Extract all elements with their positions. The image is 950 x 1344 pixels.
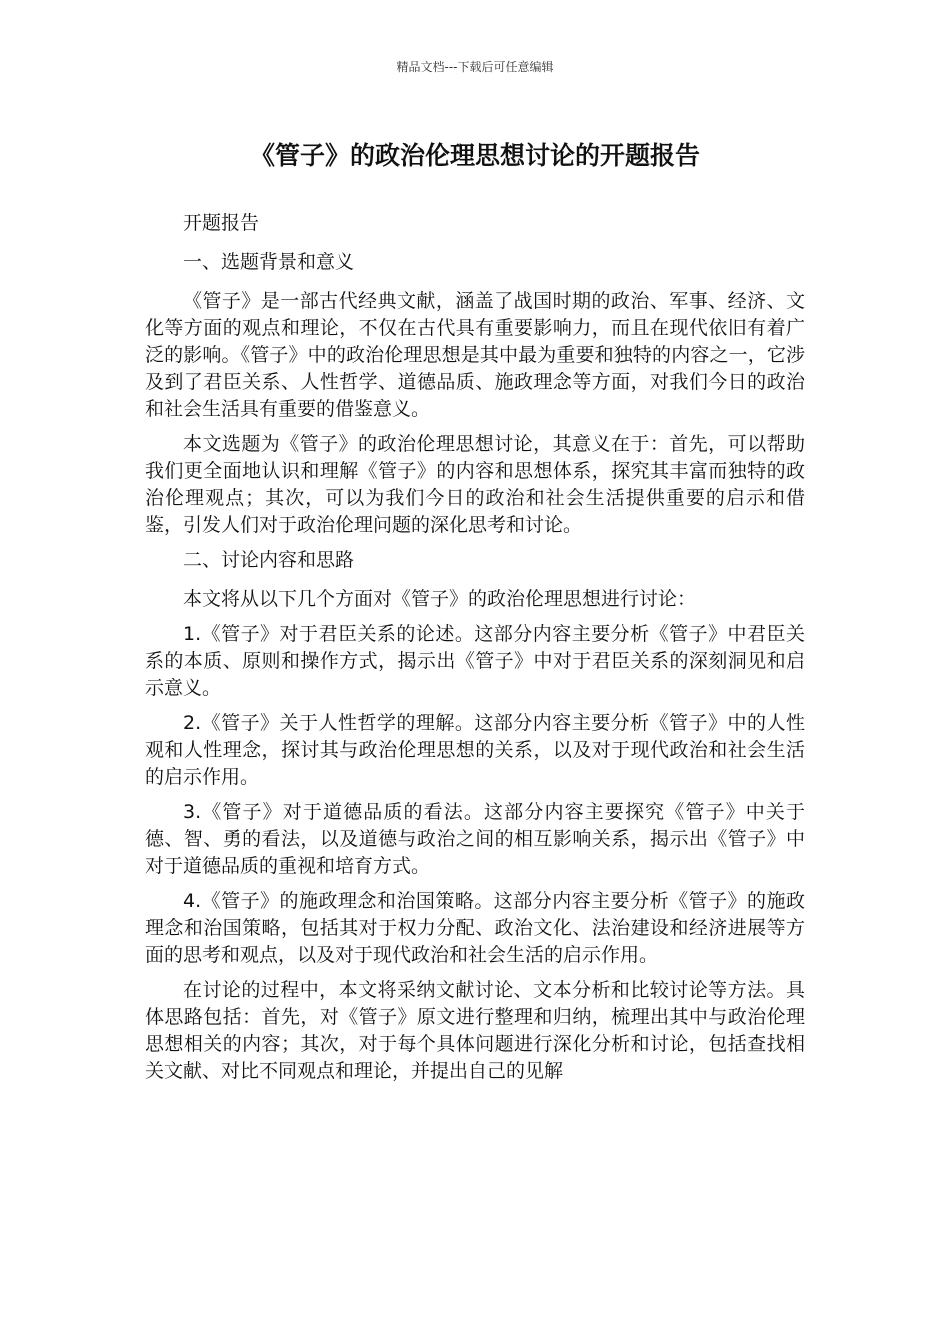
section-label-report: 开题报告 <box>183 212 260 234</box>
paragraph-background-2: 本文选题为《管子》的政治伦理思想讨论，其意义在于：首先，可以帮助我们更全面地认识和理解《管子》的内容和思想体系，探究其丰富而独特的政治伦理观点；其次，可以为我们今日的政治和社会生活提供重要的启示和借鉴，引发人们对于政治伦理问题的深化思考和讨论。 <box>145 433 805 536</box>
document-body <box>145 210 805 1093</box>
section-heading-background: 一、选题背景和意义 <box>183 251 355 273</box>
list-item-4: 4.《管子》的施政理念和治国策略。这部分内容主要分析《管子》的施政理念和治国策略，包括其对于权力分配、政治文化、法治建设和经济进展等方面的思考和观点，以及对于现代政治和社会生活的启示作用。 <box>145 890 805 966</box>
section-heading-content: 二、讨论内容和思路 <box>183 549 355 571</box>
paragraph-method: 在讨论的过程中，本文将采纳文献讨论、文本分析和比较讨论等方法。具体思路包括：首先，对《管子》原文进行整理和归纳，梳理出其中与政治伦理思想相关的内容；其次，对于每个具体问题进行深化分析和讨论，包括查找相关文献、对比不同观点和理论，并提出自己的见解 <box>145 979 805 1082</box>
paragraph-content-intro: 本文将从以下几个方面对《管子》的政治伦理思想进行讨论： <box>183 588 697 610</box>
list-item-2: 2.《管子》关于人性哲学的理解。这部分内容主要分析《管子》中的人性观和人性理念，探讨其与政治伦理思想的关系，以及对于现代政治和社会生活的启示作用。 <box>145 712 805 788</box>
document-title: 《管子》的政治伦理思想讨论的开题报告 <box>249 141 700 170</box>
list-item-3: 3.《管子》对于道德品质的看法。这部分内容主要探究《管子》中关于德、智、勇的看法，以及道德与政治之间的相互影响关系，揭示出《管子》中对于道德品质的重视和培育方式。 <box>145 801 805 877</box>
header-note: 精品文档---下载后可任意编辑 <box>396 60 554 74</box>
paragraph-background-1: 《管子》是一部古代经典文献，涵盖了战国时期的政治、军事、经济、文化等方面的观点和理论，不仅在古代具有重要影响力，而且在现代依旧有着广泛的影响。《管子》中的政治伦理思想是其中最为重要和独特的内容之一，它涉及到了君臣关系、人性哲学、道德品质、施政理念等方面，对我们今日的政治和社会生活具有重要的借鉴意义。 <box>145 290 805 420</box>
list-item-1: 1.《管子》对于君臣关系的论述。这部分内容主要分析《管子》中君臣关系的本质、原则和操作方式，揭示出《管子》中对于君臣关系的深刻洞见和启示意义。 <box>145 623 805 699</box>
